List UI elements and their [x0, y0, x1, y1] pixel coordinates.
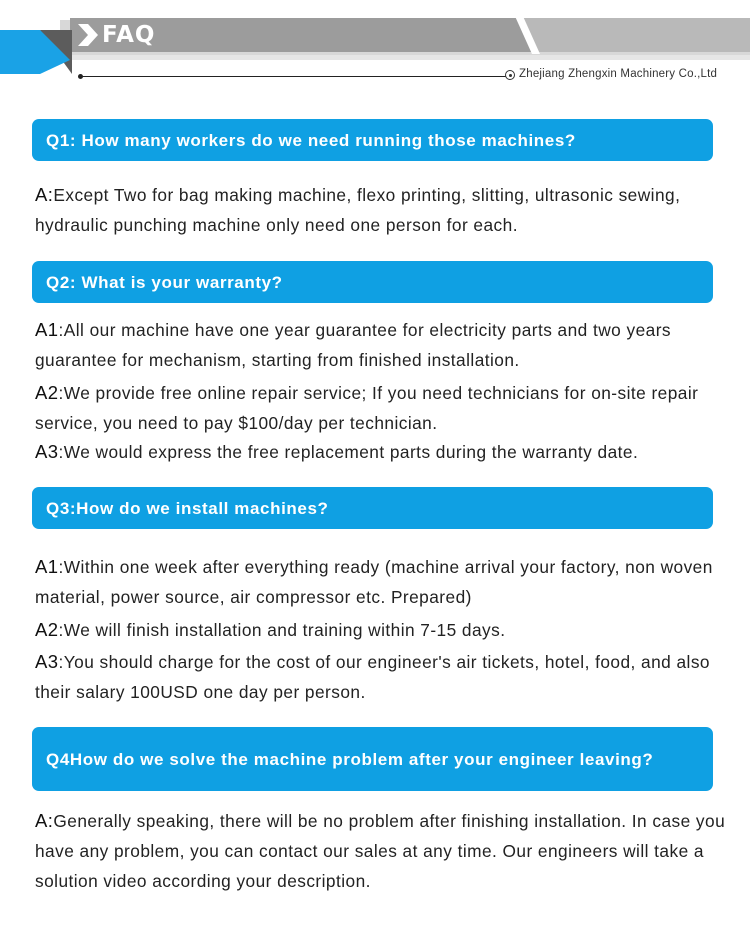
answer-text: :We provide free online repair service; If you need technicians for on-site repair service, you need to pay $100/day per technician.: [35, 383, 699, 433]
answer-text: :Within one week after everything ready (machine arrival your factory, non woven material, power source, air compressor etc. Prepared): [35, 557, 713, 607]
answer-text: :We would express the free replacement parts during the warranty date.: [58, 442, 639, 462]
answer-block: [35, 378, 735, 438]
question-text: Q3:How do we install machines?: [46, 498, 329, 518]
answer-text: Except Two for bag making machine, flexo printing, slitting, ultrasonic sewing, hydraulic punching machine only need one person for each.: [35, 185, 681, 235]
answer-block: [35, 552, 735, 612]
answer-text: Generally speaking, there will be no problem after finishing installation. In case you have any problem, you can contact our sales at any time. Our engineers will take a solution video according your description.: [35, 811, 726, 891]
answer-label: A3: [35, 651, 59, 672]
question-bar-q2: [32, 261, 713, 303]
answer-block: [35, 180, 735, 240]
answer-block: [35, 315, 735, 375]
answer-label: A1: [35, 319, 59, 340]
answer-block: [35, 647, 735, 707]
page-title: FAQ: [102, 22, 156, 48]
answer-text: :We will finish installation and training within 7-15 days.: [58, 620, 506, 640]
question-text: Q4How do we solve the machine problem after your engineer leaving?: [46, 749, 654, 769]
answer-label: A3: [35, 441, 59, 462]
answer-block: [35, 437, 735, 467]
answer-label: A2: [35, 382, 59, 403]
divider-line: [80, 76, 506, 77]
question-bar-q1: [32, 119, 713, 161]
question-text: Q1: How many workers do we need running those machines?: [46, 130, 576, 150]
answer-label: A:: [35, 810, 54, 831]
question-text: Q2: What is your warranty?: [46, 272, 283, 292]
question-bar-q4: [32, 727, 713, 791]
answer-text: :You should charge for the cost of our engineer's air tickets, hotel, food, and also their salary 100USD one day per person.: [35, 652, 710, 702]
question-bar-q3: [32, 487, 713, 529]
target-icon: [505, 70, 515, 80]
company-name: Zhejiang Zhengxin Machinery Co.,Ltd: [519, 68, 718, 80]
answer-label: A:: [35, 184, 54, 205]
answer-label: A2: [35, 619, 59, 640]
answer-label: A1: [35, 556, 59, 577]
answer-block: [35, 615, 735, 645]
answer-block: [35, 806, 735, 896]
answer-text: :All our machine have one year guarantee for electricity parts and two years guarantee for mechanism, starting from finished installation.: [35, 320, 671, 370]
